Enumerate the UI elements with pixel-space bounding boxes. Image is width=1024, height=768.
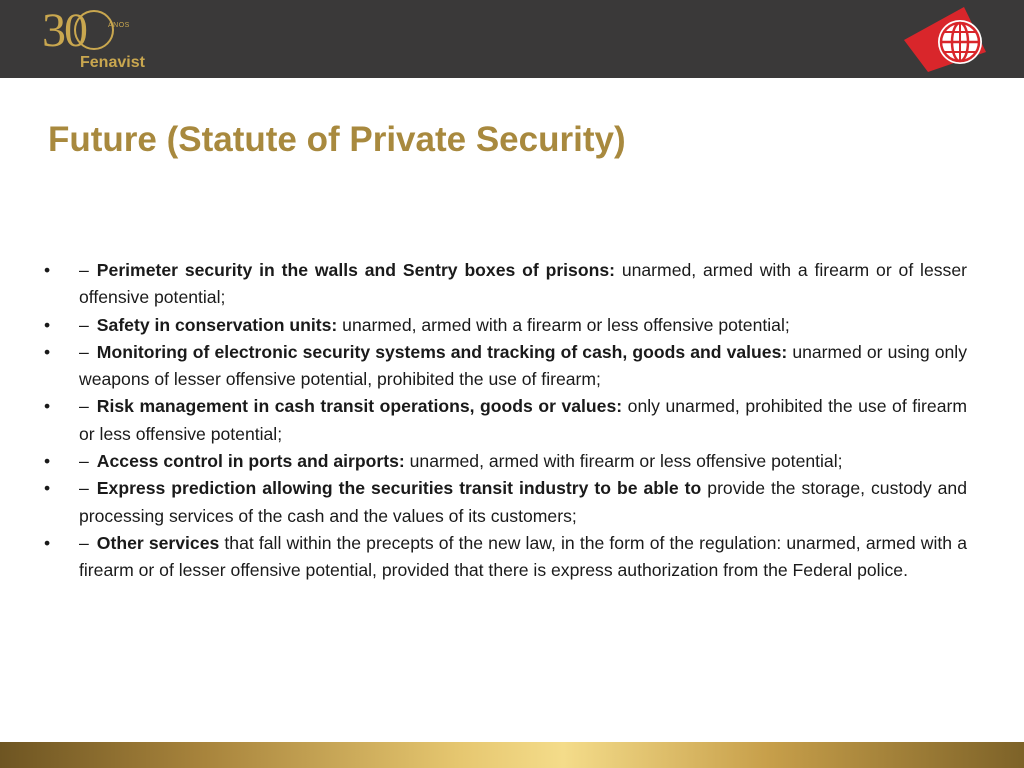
bullet-item: [44, 448, 967, 475]
logo-ring-icon: [74, 10, 114, 50]
bullet-dash: –: [79, 260, 89, 280]
bullet-bold-text: Other services: [96, 532, 220, 553]
fenavist-logo: [40, 6, 160, 72]
globe-logo-icon: [902, 4, 994, 74]
globe-logo-svg: [902, 4, 994, 74]
bullet-dot-icon: •: [44, 451, 51, 472]
bullet-dash: –: [79, 478, 89, 499]
bullet-text: unarmed, armed with firearm or less offensive potential;: [404, 451, 843, 472]
bullet-dot-icon: •: [44, 532, 51, 553]
bullet-dot-icon: •: [44, 260, 51, 280]
bullet-dot-icon: •: [44, 396, 51, 417]
bullet-item: [44, 475, 967, 530]
logo-anniversary-number: 30: [42, 4, 86, 57]
bullet-text: unarmed, armed with a firearm or of lesser offensive potential;: [79, 260, 967, 308]
bullet-bold-text: Monitoring of electronic security systems and tracking of cash, goods and values:: [96, 341, 788, 362]
bullet-text: only unarmed, prohibited the use of firearm or less offensive potential;: [79, 396, 967, 444]
bullet-text: provide the storage, custody and processing services of the cash and the values of its customers;: [79, 478, 967, 526]
bullet-list: [44, 257, 967, 585]
bullet-dash: –: [79, 532, 89, 553]
bullet-bold-text: Risk management in cash transit operations, goods or values:: [96, 396, 623, 417]
bullet-dot-icon: •: [44, 478, 51, 499]
bullet-text: unarmed, armed with a firearm or less offensive potential;: [337, 314, 790, 335]
bullet-item: [44, 339, 967, 394]
bullet-dash: –: [79, 341, 89, 362]
bullet-bold-text: Safety in conservation units:: [96, 314, 338, 335]
bullet-bold-text: Express prediction allowing the securities transit industry to be able to: [96, 478, 702, 499]
bullet-dot-icon: •: [44, 341, 51, 362]
bullet-dash: –: [79, 451, 89, 472]
bullet-item: [44, 312, 967, 339]
bullet-text: unarmed or using only weapons of lesser offensive potential, prohibited the use of firearm;: [79, 341, 967, 390]
bullet-item: [44, 530, 967, 585]
bullet-dash: –: [79, 396, 89, 417]
slide-title: Future (Statute of Private Security): [48, 120, 626, 159]
bullet-dash: –: [79, 314, 89, 335]
bullet-bold-text: Perimeter security in the walls and Sentry boxes of prisons:: [96, 260, 615, 280]
bullet-item: [44, 393, 967, 448]
bullet-text: that fall within the precepts of the new law, in the form of the regulation: unarmed, armed with a firearm or of lesser offensive potential, provided that there is express authorization from the Federal police.: [79, 532, 967, 581]
logo-anos-text: ANOS: [108, 22, 130, 29]
bullet-bold-text: Access control in ports and airports:: [96, 451, 405, 472]
logo-name-text: Fenavist: [80, 54, 145, 71]
bullet-item: [44, 257, 967, 312]
footer-gold-bar: [0, 742, 1024, 768]
header-bar: [0, 0, 1024, 78]
bullet-dot-icon: •: [44, 314, 51, 335]
